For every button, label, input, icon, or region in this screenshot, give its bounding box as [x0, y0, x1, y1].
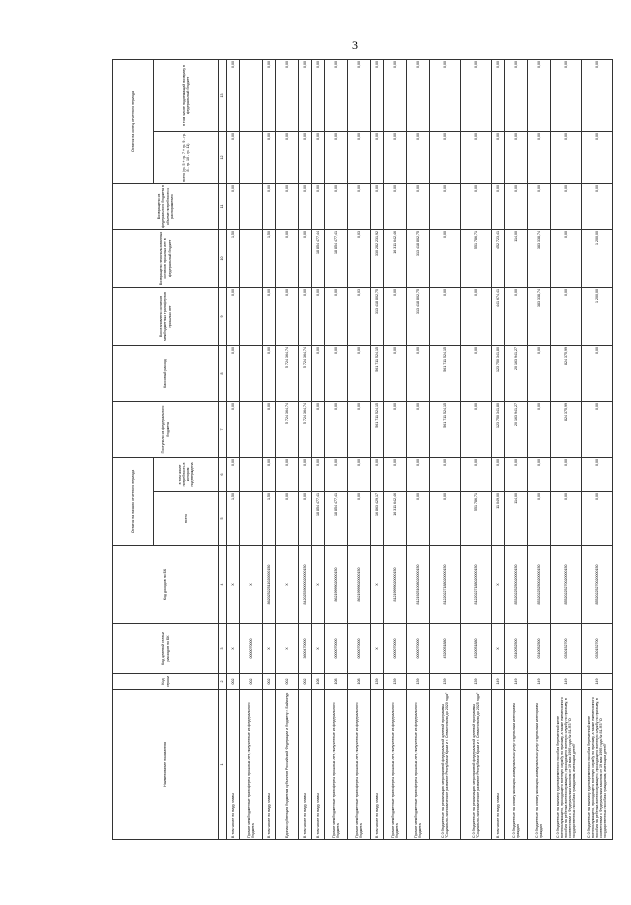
cell-rest-start-total: 0,00 — [582, 492, 613, 546]
cell-rest-start-need: 0,00 — [582, 457, 613, 491]
cell-rest-end-total: 0,00 — [407, 131, 430, 183]
header-code-expense: Код целевой статьи расходов по БК — [113, 624, 219, 674]
cell-returned: 18 854 477,44 — [312, 229, 325, 287]
cell-restored: 0,00 — [505, 287, 528, 345]
table-row — [263, 59, 276, 839]
table-body — [227, 59, 613, 839]
cell-income-code: 86219999020000150 — [348, 546, 371, 624]
cell-received: 561 711 524,15 — [371, 401, 384, 457]
cell-income-code: X — [276, 546, 299, 624]
cell-returned: 1,50 — [227, 229, 240, 287]
cell-rest-end-total: 0,00 — [461, 131, 492, 183]
cell-rest-start-total: 18 854 477,41 — [325, 492, 348, 546]
cell-received: 20 163 941,27 — [505, 401, 528, 457]
cell-restored: 0,00 — [299, 287, 312, 345]
cell-line-code: 002 — [263, 674, 276, 690]
table-row — [312, 59, 325, 839]
cell-returned: 1 200,00 — [582, 229, 613, 287]
cell-restored: 313 418 802,75 — [371, 287, 384, 345]
cell-income-code: 85320225250020000150 — [505, 546, 528, 624]
cell-rest-end-return: 0,00 — [348, 59, 371, 131]
cell-expense-code: 4520051880 — [430, 624, 461, 674]
cell-cash: 561 711 524,15 — [430, 345, 461, 401]
cell-received: 0,00 — [384, 401, 407, 457]
cell-rest-start-total — [240, 492, 263, 546]
cell-name: Прочие межбюджетные трансферты прошлых лет, полученные из федерального бюджета — [348, 690, 371, 840]
cell-restored: 0,00 — [325, 287, 348, 345]
cell-rest-start-need: 0,00 — [276, 457, 299, 491]
cell-rest-end-return: 0,00 — [582, 59, 613, 131]
cell-cash: 0,00 — [325, 345, 348, 401]
cell-rest-end-return: 0,00 — [430, 59, 461, 131]
cell-returned: 330 282 231,92 — [371, 229, 384, 287]
cell-name: Прочие межбюджетные трансферты прошлых лет, полученные из федерального бюджета — [384, 690, 407, 840]
cell-line-code: 139 — [371, 674, 384, 690]
cell-line-code: 149 — [492, 674, 505, 690]
cell-income-code: 85520225270020000150 — [551, 546, 582, 624]
cell-received: 0,00 — [312, 401, 325, 457]
cell-returned-need: 0,00 — [299, 183, 312, 229]
cell-rest-start-total: 551 786,71 — [461, 492, 492, 546]
cell-restored: 313 418 802,75 — [407, 287, 430, 345]
cell-restored: 383 338,74 — [528, 287, 551, 345]
table-row — [371, 59, 384, 839]
cell-rest-start-need: 0,00 — [227, 457, 240, 491]
table-row — [582, 59, 613, 839]
cell-income-code: 85520225270020000150 — [582, 546, 613, 624]
cell-rest-end-return — [240, 59, 263, 131]
page-number: 3 — [352, 38, 358, 52]
cell-returned-need: 0,00 — [227, 183, 240, 229]
cell-expense-code: 0330152700 — [582, 624, 613, 674]
column-number: 7 — [219, 401, 227, 457]
header-rest-end-return: в том числе подлежащий возврату в федеральный бюджет — [154, 59, 219, 131]
cell-rest-end-return: 0,00 — [551, 59, 582, 131]
cell-received: 824 375,99 — [551, 401, 582, 457]
column-number: 6 — [219, 457, 227, 491]
cell-rest-end-return: 0,00 — [312, 59, 325, 131]
table-row — [384, 59, 407, 839]
cell-rest-end-return: 0,00 — [528, 59, 551, 131]
cell-returned-need: 0,00 — [312, 183, 325, 229]
cell-rest-end-return: 0,00 — [461, 59, 492, 131]
cell-rest-end-total: 0,00 — [276, 131, 299, 183]
cell-line-code: 139 — [384, 674, 407, 690]
cell-rest-start-total: 1,50 — [263, 492, 276, 546]
cell-returned — [240, 229, 263, 287]
cell-cash: 0,00 — [461, 345, 492, 401]
cell-name: С 0 бюджетные на реализацию мероприятий федеральной целевой программы "Социально-экономическое развитие Республики Крым и г. Севастополя до 2025 года" — [461, 690, 492, 840]
cell-returned-need: 0,00 — [505, 183, 528, 229]
cell-rest-start-total: 0,00 — [528, 492, 551, 546]
cell-received: 0,00 — [348, 401, 371, 457]
header-received: Поступило из федерального бюджета — [113, 401, 219, 457]
cell-income-code: X — [240, 546, 263, 624]
cell-rest-end-return: 0,00 — [325, 59, 348, 131]
cell-line-code: 108 — [348, 674, 371, 690]
column-number: 9 — [219, 287, 227, 345]
table-row — [227, 59, 240, 839]
cell-rest-start-need: 0,00 — [263, 457, 276, 491]
cell-expense-code: 0330152700 — [551, 624, 582, 674]
cell-restored: 0,00 — [276, 287, 299, 345]
cell-expense-code: X — [371, 624, 384, 674]
cell-rest-end-return: 0,00 — [276, 59, 299, 131]
table-row — [325, 59, 348, 839]
cell-returned-need: 0,00 — [384, 183, 407, 229]
cell-returned-need: 0,00 — [325, 183, 348, 229]
cell-rest-start-need: 0,00 — [505, 457, 528, 491]
cell-returned: 383 338,74 — [528, 229, 551, 287]
cell-line-code: 149 — [582, 674, 613, 690]
cell-rest-end-total: 0,00 — [492, 131, 505, 183]
cell-rest-end-return: 0,00 — [505, 59, 528, 131]
table-row — [348, 59, 371, 839]
cell-returned-need: 0,00 — [551, 183, 582, 229]
header-cash: Кассовый расход — [113, 345, 219, 401]
cell-expense-code: 0000070000 — [384, 624, 407, 674]
cell-expense-code: 0000070000 — [325, 624, 348, 674]
cell-income-code: X — [227, 546, 240, 624]
cell-income-code: 81219251008020000150 — [407, 546, 430, 624]
cell-returned: 0,00 — [276, 229, 299, 287]
cell-received: 0,00 — [325, 401, 348, 457]
cell-returned-need: 0,00 — [407, 183, 430, 229]
cell-line-code: 149 — [528, 674, 551, 690]
column-number: 4 — [219, 546, 227, 624]
cell-name: В том числе по виду главы — [227, 690, 240, 840]
cell-name: В том числе по виду главы — [492, 690, 505, 840]
cell-income-code: X — [492, 546, 505, 624]
cell-expense-code: X — [276, 624, 299, 674]
cell-expense-code: 0000070000 — [240, 624, 263, 674]
table-row — [551, 59, 582, 839]
cell-restored: 0,00 — [312, 287, 325, 345]
cell-rest-start-total: 16 863 429,17 — [371, 492, 384, 546]
cell-line-code: 002 — [276, 674, 299, 690]
cell-rest-end-total: 0,00 — [582, 131, 613, 183]
cell-name: В том числе по виду главы — [312, 690, 325, 840]
column-number: 1 — [219, 690, 227, 840]
cell-rest-start-need — [240, 457, 263, 491]
cell-rest-start-total: 114,00 — [505, 492, 528, 546]
cell-received: 0,00 — [461, 401, 492, 457]
cell-restored: 0,00 — [551, 287, 582, 345]
cell-returned-need: 0,00 — [528, 183, 551, 229]
header-code-income: Код доходов по БК — [113, 546, 219, 624]
cell-rest-end-total: 0,00 — [528, 131, 551, 183]
cell-received — [240, 401, 263, 457]
cell-line-code: 139 — [407, 674, 430, 690]
cell-income-code: 84202539000020000150 — [299, 546, 312, 624]
cell-returned-need: 0,00 — [461, 183, 492, 229]
header-rest-end: Остаток на конец отчетного периода — [113, 59, 154, 183]
cell-rest-start-need: 0,00 — [492, 457, 505, 491]
cell-returned: 313 418 802,75 — [407, 229, 430, 287]
cell-cash: 0,00 — [582, 345, 613, 401]
cell-name: Прочие межбюджетные трансферты прошлых лет, полученные из федерального бюджета — [240, 690, 263, 840]
table-row — [492, 59, 505, 839]
cell-rest-start-need: 0,00 — [407, 457, 430, 491]
header-code-line: Код строки — [113, 674, 219, 690]
cell-name: С 0 бюджетные на выплату единовременного пособия беременной жене военнослужащего, проходящего военную службу по призыву, а также ежемесячного пособия на ребенка военнослужащего, проходящего военную службу по призыву, в соответствии с Федеральным законом от 19 мая 1995 года № 81-ФЗ "О государственных пособиях гражданам, имеющим детей" — [551, 690, 582, 840]
cell-name: В том числе по виду главы — [263, 690, 276, 840]
cell-returned-need: 0,00 — [430, 183, 461, 229]
cell-expense-code: 3600470000 — [299, 624, 312, 674]
column-number-row — [219, 59, 227, 839]
cell-returned: 0,00 — [551, 229, 582, 287]
cell-returned: 0,03 — [348, 229, 371, 287]
cell-line-code: 108 — [312, 674, 325, 690]
column-number: 2 — [219, 674, 227, 690]
cell-cash: 5 724 364,74 — [276, 345, 299, 401]
rotated-table-area — [112, 60, 608, 840]
header-restored: Восстановлено остатков межбюджетных трансфертов прошлых лет — [113, 287, 219, 345]
cell-returned: 16 311 642,46 — [384, 229, 407, 287]
cell-cash: 20 163 941,27 — [505, 345, 528, 401]
cell-line-code: 149 — [505, 674, 528, 690]
cell-rest-start-total: 0,00 — [348, 492, 371, 546]
cell-rest-start-total: 0,00 — [407, 492, 430, 546]
cell-returned: 114,00 — [505, 229, 528, 287]
cell-cash: 0,00 — [227, 345, 240, 401]
cell-received: 0,00 — [582, 401, 613, 457]
cell-returned-need: 0,00 — [276, 183, 299, 229]
cell-cash: 123 750 341,80 — [492, 345, 505, 401]
table-row — [407, 59, 430, 839]
column-number: 11 — [219, 183, 227, 229]
cell-received: 0,00 — [407, 401, 430, 457]
cell-cash — [240, 345, 263, 401]
column-number: 8 — [219, 345, 227, 401]
cell-cash: 0,00 — [348, 345, 371, 401]
cell-line-code: 139 — [461, 674, 492, 690]
cell-line-code: 002 — [240, 674, 263, 690]
cell-returned-need: 0,00 — [582, 183, 613, 229]
cell-rest-start-need: 0,00 — [528, 457, 551, 491]
report-table — [112, 59, 613, 840]
cell-rest-end-return: 0,00 — [371, 59, 384, 131]
table-row — [505, 59, 528, 839]
cell-received: 5 724 364,74 — [299, 401, 312, 457]
header-rest-end-total: всего (гр. 5 + гр. 7 + гр. 9 - гр. 8 - гр. 10 - гр. 11) — [154, 131, 219, 183]
header-rest-start-total: всего — [154, 492, 219, 546]
cell-rest-end-total — [240, 131, 263, 183]
cell-rest-start-total: 16 311 642,46 — [384, 492, 407, 546]
cell-restored: 1 200,00 — [582, 287, 613, 345]
cell-rest-end-total: 0,00 — [348, 131, 371, 183]
cell-name: Прочие межбюджетные трансферты прошлых лет, полученные из федерального бюджета — [407, 690, 430, 840]
cell-returned: 0,00 — [299, 229, 312, 287]
cell-returned: 1,50 — [263, 229, 276, 287]
cell-line-code: 002 — [227, 674, 240, 690]
cell-name: С 0 бюджетные на оплату жилищно-коммунальных услуг отдельным категориям граждан — [505, 690, 528, 840]
cell-rest-start-total: 0,00 — [299, 492, 312, 546]
cell-cash: 0,00 — [384, 345, 407, 401]
cell-returned-need: 0,00 — [263, 183, 276, 229]
table-row — [276, 59, 299, 839]
column-number: 10 — [219, 229, 227, 287]
cell-rest-start-total: 1,50 — [227, 492, 240, 546]
table-row — [528, 59, 551, 839]
cell-received: 0,00 — [263, 401, 276, 457]
column-number: 13 — [219, 59, 227, 131]
cell-cash: 0,00 — [312, 345, 325, 401]
cell-rest-end-return: 0,00 — [384, 59, 407, 131]
cell-expense-code: 0000070000 — [407, 624, 430, 674]
cell-name: В том числе по виду главы — [299, 690, 312, 840]
cell-rest-end-return: 0,00 — [263, 59, 276, 131]
cell-rest-end-total: 0,00 — [505, 131, 528, 183]
cell-rest-start-need: 0,00 — [551, 457, 582, 491]
cell-restored: 0,00 — [227, 287, 240, 345]
cell-cash: 561 711 524,15 — [371, 345, 384, 401]
cell-cash: 0,00 — [407, 345, 430, 401]
cell-rest-start-total: 11 049,00 — [492, 492, 505, 546]
column-number: 5 — [219, 492, 227, 546]
cell-rest-end-total: 0,00 — [384, 131, 407, 183]
cell-rest-start-need: 0,00 — [371, 457, 384, 491]
cell-income-code: X — [371, 546, 384, 624]
cell-expense-code: X — [312, 624, 325, 674]
header-name: Наименование показателя — [113, 690, 219, 840]
cell-rest-start-total: 0,00 — [551, 492, 582, 546]
table-row — [299, 59, 312, 839]
cell-restored: 0,03 — [348, 287, 371, 345]
cell-received: 123 750 341,80 — [492, 401, 505, 457]
cell-rest-start-need: 0,00 — [325, 457, 348, 491]
cell-income-code: 86219999020000150 — [325, 546, 348, 624]
cell-name: Единая субвенция бюджетам субъектов Российской Федерации и бюджету г. Байконур — [276, 690, 299, 840]
cell-rest-start-need: 0,00 — [312, 457, 325, 491]
cell-income-code: 85320225250020000150 — [528, 546, 551, 624]
cell-name: Прочие межбюджетные трансферты прошлых лет, полученные из федерального бюджета — [325, 690, 348, 840]
cell-expense-code: X — [227, 624, 240, 674]
cell-returned-need: 0,00 — [348, 183, 371, 229]
cell-returned: 0,00 — [430, 229, 461, 287]
cell-line-code: 139 — [430, 674, 461, 690]
cell-rest-end-return: 0,00 — [492, 59, 505, 131]
cell-cash: 0,00 — [263, 345, 276, 401]
cell-expense-code: X — [263, 624, 276, 674]
cell-name: С 0 бюджетные на выплату единовременного пособия беременной жене военнослужащего, проходящего военную службу по призыву, а также ежемесячного пособия на ребенка военнослужащего, проходящего военную службу по призыву, в соответствии с Федеральным законом от 19 мая 1995 года № 81-ФЗ "О государственных пособиях гражданам, имеющим детей" — [582, 690, 613, 840]
cell-cash: 824 375,99 — [551, 345, 582, 401]
table-row — [240, 59, 263, 839]
cell-rest-start-need: 0,00 — [348, 457, 371, 491]
cell-rest-end-total: 0,00 — [325, 131, 348, 183]
header-returned-need: Возвращено из федерального бюджета в объеме потребности к распоряжению — [113, 183, 219, 229]
header-rest-start-need: в том числе потребность в котором подтверждена — [154, 457, 219, 491]
cell-expense-code: X — [492, 624, 505, 674]
cell-income-code: 81219999020000150 — [384, 546, 407, 624]
cell-restored: 0,00 — [461, 287, 492, 345]
cell-rest-start-need: 0,00 — [384, 457, 407, 491]
column-number: 12 — [219, 131, 227, 183]
table-row — [430, 59, 461, 839]
cell-returned: 452 723,41 — [492, 229, 505, 287]
cell-cash: 5 724 364,74 — [299, 345, 312, 401]
cell-rest-end-total: 0,00 — [430, 131, 461, 183]
cell-line-code: 149 — [551, 674, 582, 690]
cell-received: 561 711 524,15 — [430, 401, 461, 457]
cell-expense-code: 0000070000 — [348, 624, 371, 674]
cell-rest-end-return: 0,00 — [227, 59, 240, 131]
cell-rest-end-total: 0,00 — [227, 131, 240, 183]
cell-rest-start-need: 0,00 — [461, 457, 492, 491]
cell-received: 5 724 364,74 — [276, 401, 299, 457]
cell-expense-code: 0310052500 — [528, 624, 551, 674]
cell-expense-code: 4520051880 — [461, 624, 492, 674]
cell-rest-end-total: 0,00 — [312, 131, 325, 183]
cell-returned-need — [240, 183, 263, 229]
cell-restored: 0,00 — [384, 287, 407, 345]
cell-restored — [240, 287, 263, 345]
cell-rest-end-total: 0,00 — [371, 131, 384, 183]
cell-name: С 0 бюджетные на реализацию мероприятий федеральной целевой программы "Социально-экономическое развитие Республики Крым и г. Севастополя до 2020 года" — [430, 690, 461, 840]
cell-income-code: 81220227188020000150 — [430, 546, 461, 624]
cell-line-code: 108 — [325, 674, 348, 690]
cell-received: 0,00 — [227, 401, 240, 457]
cell-name: В том числе по виду главы — [371, 690, 384, 840]
cell-received: 0,00 — [528, 401, 551, 457]
cell-rest-end-return: 0,00 — [299, 59, 312, 131]
cell-expense-code: 0310052500 — [505, 624, 528, 674]
cell-returned: 18 854 477,41 — [325, 229, 348, 287]
cell-restored: 441 674,41 — [492, 287, 505, 345]
cell-restored: 0,00 — [263, 287, 276, 345]
cell-rest-start-total: 0,00 — [276, 492, 299, 546]
cell-rest-end-total: 0,00 — [263, 131, 276, 183]
cell-restored: 0,00 — [430, 287, 461, 345]
header-rest-start: Остаток на начало отчетного периода — [113, 457, 154, 545]
column-number: 3 — [219, 624, 227, 674]
cell-returned-need: 0,00 — [492, 183, 505, 229]
cell-rest-end-total: 0,00 — [551, 131, 582, 183]
cell-rest-start-need: 0,00 — [299, 457, 312, 491]
table-row — [461, 59, 492, 839]
header-returned: Возвращено неиспользованных остатков прошлых лет в федеральный бюджет — [113, 229, 219, 287]
cell-line-code: 002 — [299, 674, 312, 690]
cell-income-code: 81220227188020000150 — [461, 546, 492, 624]
cell-rest-end-total: 0,00 — [299, 131, 312, 183]
report-sheet — [112, 60, 608, 840]
cell-returned-need: 0,00 — [371, 183, 384, 229]
cell-rest-start-need: 0,00 — [430, 457, 461, 491]
cell-name: С 0 бюджетные на оплату жилищно-коммунальных услуг отдельным категориям граждан — [528, 690, 551, 840]
cell-income-code: X — [312, 546, 325, 624]
cell-returned: 551 786,71 — [461, 229, 492, 287]
cell-income-code: 86202522511020000150 — [263, 546, 276, 624]
cell-rest-start-total: 0,00 — [430, 492, 461, 546]
cell-rest-end-return: 0,00 — [407, 59, 430, 131]
cell-cash: 0,00 — [528, 345, 551, 401]
cell-rest-start-total: 18 854 477,41 — [312, 492, 325, 546]
